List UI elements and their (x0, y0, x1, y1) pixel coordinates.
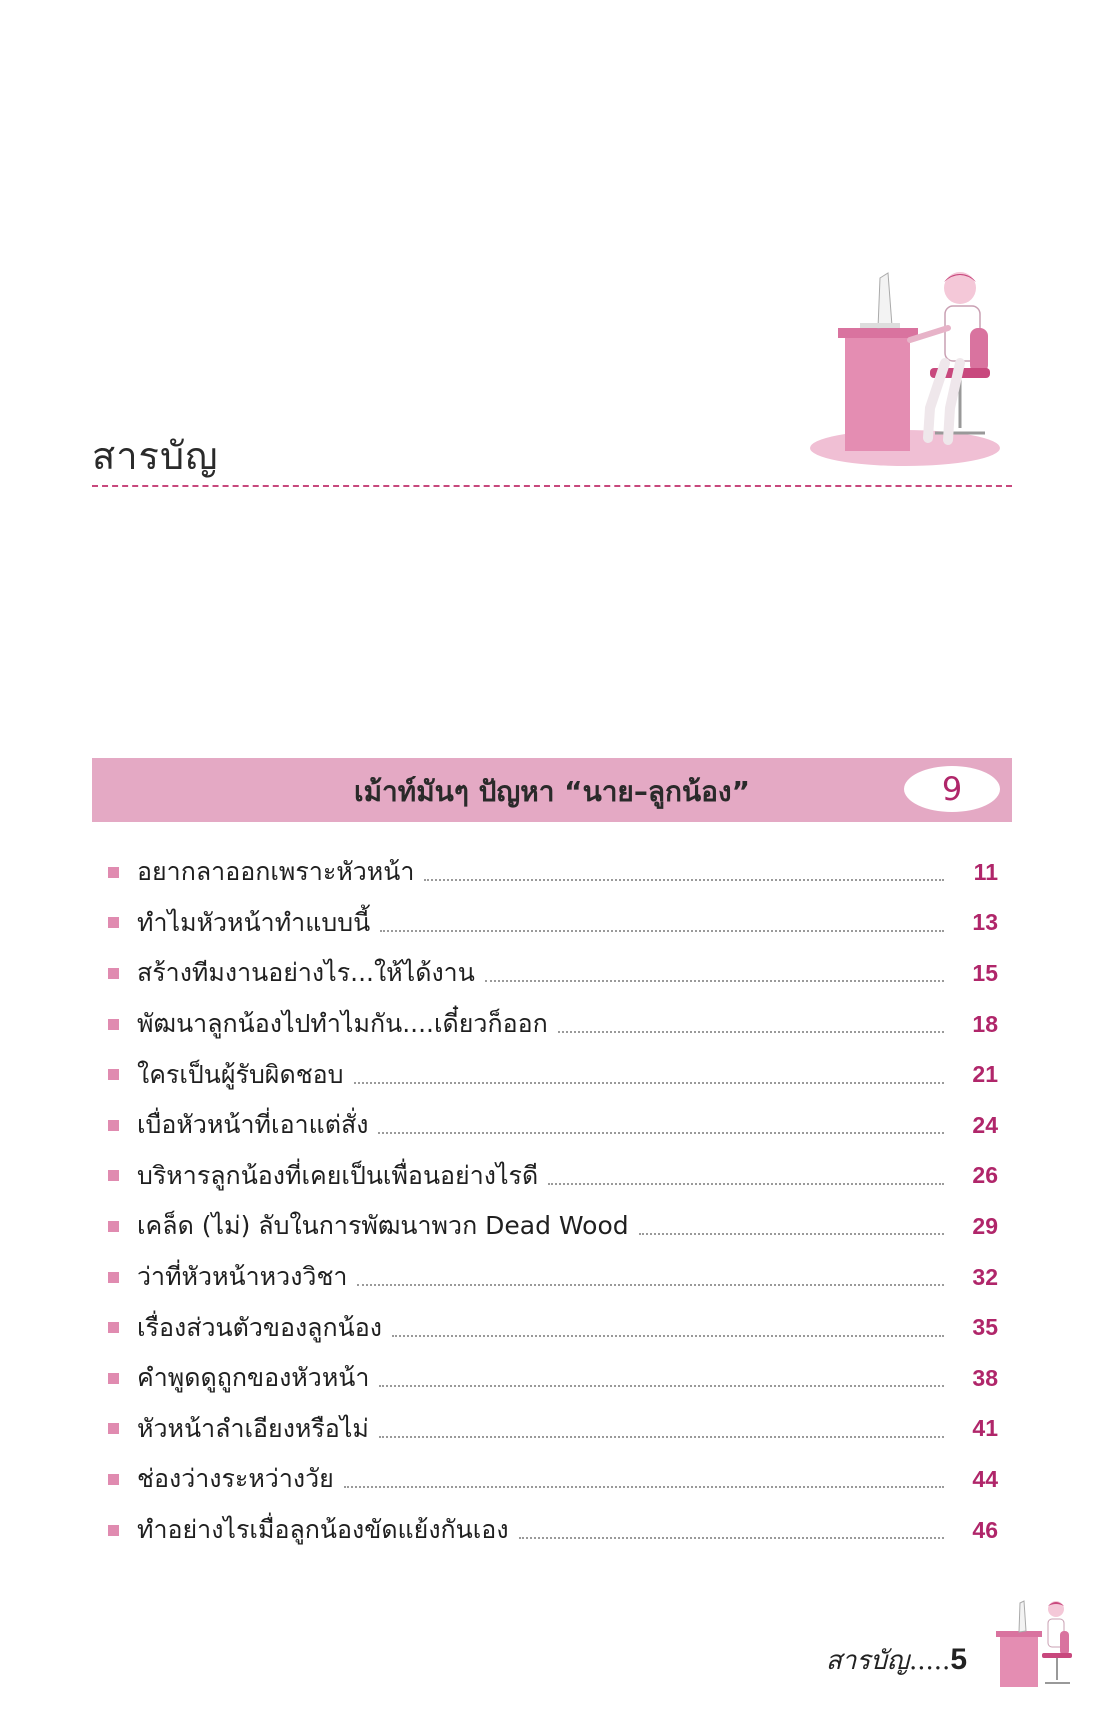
bullet-icon (108, 1120, 119, 1131)
bullet-icon (108, 1423, 119, 1434)
dot-leader (519, 1537, 944, 1539)
dot-leader (354, 1082, 944, 1084)
entry-title: ใครเป็นผู้รับผิดชอบ (137, 1059, 344, 1089)
entry-page: 38 (972, 1364, 998, 1391)
bullet-icon (108, 1069, 119, 1080)
bullet-icon (108, 917, 119, 928)
toc-entry[interactable] (108, 1505, 998, 1556)
entry-title: สร้างทีมงานอย่างไร...ให้ได้งาน (137, 958, 475, 988)
entry-page: 26 (972, 1162, 998, 1189)
dot-leader (344, 1486, 944, 1488)
entry-page: 13 (972, 909, 998, 936)
footer-dots: ..... (908, 1646, 951, 1676)
bullet-icon (108, 1272, 119, 1283)
toc-list (108, 847, 998, 1555)
entry-title: ช่องว่างระหว่างวัย (137, 1464, 334, 1494)
bullet-icon (108, 1373, 119, 1384)
entry-page: 44 (972, 1465, 998, 1492)
toc-entry[interactable] (108, 847, 998, 898)
woman-at-computer-icon (810, 268, 1020, 468)
bullet-icon (108, 1474, 119, 1485)
bullet-icon (108, 968, 119, 979)
entry-title: อยากลาออกเพราะหัวหน้า (137, 857, 415, 887)
toc-entry[interactable] (108, 1454, 998, 1505)
entry-page: 15 (972, 959, 998, 986)
entry-page: 41 (972, 1415, 998, 1442)
dot-leader (485, 980, 944, 982)
toc-entry[interactable] (108, 948, 998, 999)
entry-title: หัวหน้าลำเอียงหรือไม่ (137, 1413, 369, 1443)
toc-entry[interactable] (108, 898, 998, 949)
entry-page: 46 (972, 1516, 998, 1543)
bullet-icon (108, 1322, 119, 1333)
dot-leader (548, 1183, 944, 1185)
entry-title: พัฒนาลูกน้องไปทำไมกัน....เดี๋ยวก็ออก (137, 1009, 548, 1039)
entry-title: ทำอย่างไรเมื่อลูกน้องขัดแย้งกันเอง (137, 1515, 509, 1545)
bullet-icon (108, 1221, 119, 1232)
toc-entry[interactable] (108, 1353, 998, 1404)
entry-page: 11 (973, 858, 998, 885)
entry-page: 18 (972, 1010, 998, 1037)
dot-leader (380, 930, 944, 932)
chapter-title: เม้าท์มันๆ ปัญหา “นาย–ลูกน้อง” (354, 775, 750, 808)
woman-at-computer-small-icon (990, 1595, 1080, 1690)
chapter-header (92, 758, 1012, 822)
bullet-icon (108, 867, 119, 878)
bullet-icon (108, 1170, 119, 1181)
entry-page: 29 (972, 1212, 998, 1239)
footer-page-number: 5 (950, 1643, 967, 1676)
toc-entry[interactable] (108, 1049, 998, 1100)
entry-title: บริหารลูกน้องที่เคยเป็นเพื่อนอย่างไรดี (137, 1160, 539, 1190)
entry-title: เรื่องส่วนตัวของลูกน้อง (137, 1312, 382, 1342)
dot-leader (357, 1284, 944, 1286)
entry-title: ว่าที่หัวหน้าหวงวิชา (137, 1262, 348, 1292)
dot-leader (379, 1385, 944, 1387)
entry-page: 24 (972, 1111, 998, 1138)
dot-leader (558, 1031, 944, 1033)
dot-leader (379, 1436, 944, 1438)
toc-entry[interactable] (108, 1151, 998, 1202)
toc-entry[interactable] (108, 1404, 998, 1455)
entry-title: คำพูดดูถูกของหัวหน้า (137, 1363, 370, 1393)
chapter-page-number: 9 (904, 766, 1000, 812)
entry-page: 32 (972, 1263, 998, 1290)
toc-entry[interactable] (108, 1100, 998, 1151)
toc-entry[interactable] (108, 1201, 998, 1252)
dot-leader (392, 1335, 944, 1337)
bullet-icon (108, 1525, 119, 1536)
entry-title: เบื่อหัวหน้าที่เอาแต่สั่ง (137, 1110, 369, 1140)
toc-entry[interactable] (108, 1302, 998, 1353)
title-divider (92, 485, 1012, 487)
entry-page: 21 (972, 1061, 998, 1088)
entry-title: ทำไมหัวหน้าทำแบบนี้ (137, 907, 371, 937)
entry-page: 35 (972, 1314, 998, 1341)
toc-entry[interactable] (108, 999, 998, 1050)
page-title: สารบัญ (92, 434, 219, 478)
dot-leader (378, 1132, 944, 1134)
bullet-icon (108, 1019, 119, 1030)
footer-label: สารบัญ (825, 1646, 909, 1676)
toc-entry[interactable] (108, 1252, 998, 1303)
entry-title: เคล็ด (ไม่) ลับในการพัฒนาพวก Dead Wood (137, 1211, 629, 1241)
dot-leader (639, 1233, 944, 1235)
page-footer (826, 1640, 967, 1681)
dot-leader (424, 879, 944, 881)
